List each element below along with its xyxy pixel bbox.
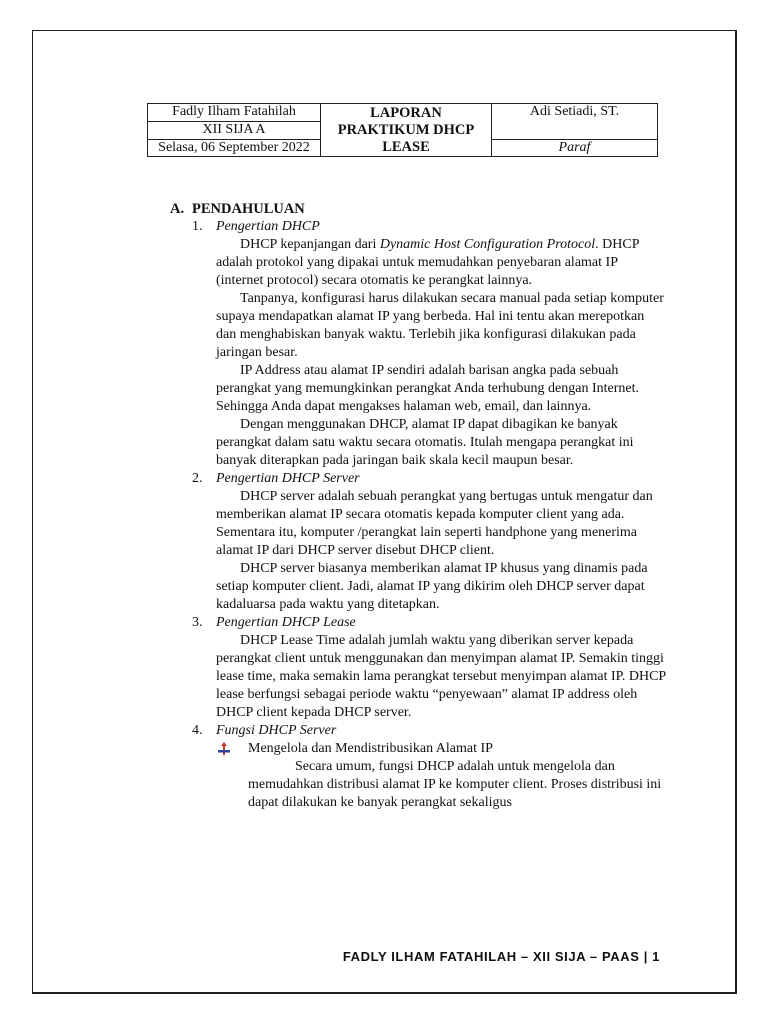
arrow-bullet-icon — [217, 742, 231, 756]
student-class: XII SIJA A — [148, 121, 321, 139]
subsection-title: 2. Pengertian DHCP Server — [192, 471, 360, 486]
paragraph: Secara umum, fungsi DHCP adalah untuk mengelola dan memudahkan distribusi alamat IP ke komputer client. Proses distribusi ini dapat dilakukan ke banyak perangkat sekaligus — [248, 759, 662, 810]
student-name: Fadly Ilham Fatahilah — [148, 104, 321, 122]
subsection-title: 4. Fungsi DHCP Server — [192, 723, 337, 738]
page-footer: FADLY ILHAM FATAHILAH – XII SIJA – PAAS | 1 — [342, 949, 660, 964]
header-table — [147, 103, 658, 157]
report-title: LAPORAN PRAKTIKUM DHCP LEASE — [321, 104, 492, 157]
subsection-title: 1. Pengertian DHCP — [192, 219, 320, 234]
bullet-item: Mengelola dan Mendistribusikan Alamat IP — [170, 740, 670, 758]
paragraph: DHCP Lease Time adalah jumlah waktu yang diberikan server kepada perangkat client untuk menggunakan dan menyimpan alamat IP. Semakin tinggi lease time, maka semakin lama perangkat tersebut menyimpan alamat IP. DHCP lease berfungsi sebagai periode waktu “penyewaan” alamat IP address oleh DHCP client kepada DHCP server. — [216, 633, 666, 720]
paragraph: DHCP server adalah sebuah perangkat yang bertugas untuk mengatur dan memberikan alamat IP secara otomatis kepada komputer client yang ada. Sementara itu, komputer /perangkat lain seperti handphone yang menerima alamat IP dari DHCP server disebut DHCP client. — [216, 489, 653, 558]
paragraph: Tanpanya, konfigurasi harus dilakukan secara manual pada setiap komputer supaya mendapatkan alamat IP yang berbeda. Hal ini tentu akan merepotkan dan menghabiskan banyak waktu. Terlebih jika konfigurasi dilakukan pada jaringan besar. — [216, 291, 664, 360]
paragraph: Dengan menggunakan DHCP, alamat IP dapat dibagikan ke banyak perangkat dalam satu waktu secara otomatis. Itulah mengapa perangkat ini banyak diterapkan pada jaringan baik skala kecil maupun besar. — [216, 417, 634, 468]
report-date: Selasa, 06 September 2022 — [148, 139, 321, 156]
section-heading: A. PENDAHULUAN — [170, 201, 305, 217]
paragraph: DHCP kepanjangan dari Dynamic Host Configuration Protocol. DHCP adalah protokol yang dipakai untuk memudahkan penyebaran alamat IP (internet protocol) secara otomatis ke perangkat lainnya. — [216, 237, 639, 288]
paraf-cell: Paraf — [492, 139, 658, 156]
main-content — [170, 200, 670, 812]
paragraph: DHCP server biasanya memberikan alamat IP khusus yang dinamis pada setiap komputer client. Jadi, alamat IP yang dikirim oleh DHCP server dapat kadaluarsa pada waktu yang ditetapkan. — [216, 561, 648, 612]
paragraph: IP Address atau alamat IP sendiri adalah barisan angka pada sebuah perangkat yang memungkinkan perangkat Anda terhubung dengan Internet. Sehingga Anda dapat mengakses halaman web, email, dan lainnya. — [216, 363, 639, 414]
subsection-title: 3. Pengertian DHCP Lease — [192, 615, 356, 630]
teacher-name: Adi Setiadi, ST. — [492, 104, 658, 140]
